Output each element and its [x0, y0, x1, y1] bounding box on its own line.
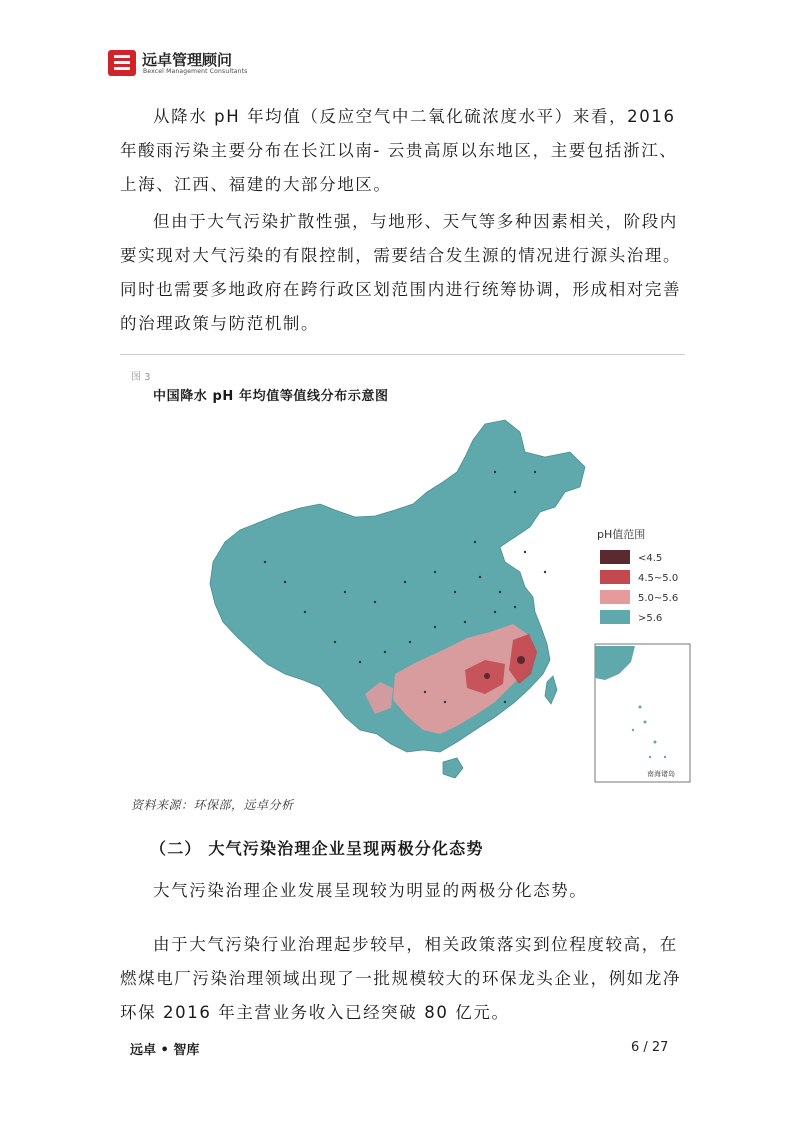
legend-swatch-4.5-5 — [600, 570, 630, 584]
legend-title: pH值范围 — [597, 528, 646, 541]
paragraph-polarization: 大气污染治理企业发展呈现较为明显的两极分化态势。 — [153, 881, 588, 900]
footer-brand: 远卓 • 智库 — [130, 1043, 200, 1058]
figure-label: 图 3 — [131, 372, 151, 383]
legend-swatch-lt-4.5 — [600, 550, 630, 564]
legend-label-gt-5.6: >5.6 — [638, 613, 663, 624]
paragraph-pollution-control: 但由于大气污染扩散性强，与地形、天气等多种因素相关，阶段内要实现对大气污染的有限控制，需要结合发生源的情况进行源头治理。同时也需要多地政府在跨行政区划范围内进行统筹协调，形成相对完善的治理政策与防范机制。 — [120, 212, 682, 333]
logo-mark-icon — [108, 50, 136, 76]
legend-label-4.5-5: 4.5~5.0 — [638, 573, 679, 584]
legend-label-lt-4.5: <4.5 — [638, 553, 663, 564]
paragraph-ph-distribution: 从降水 pH 年均值（反应空气中二氧化硫浓度水平）来看，2016年酸雨污染主要分布在长江以南- 云贵高原以东地区，主要包括浙江、上海、江西、福建的大部分地区。 — [120, 107, 678, 194]
section-heading: （二） 大气污染治理企业呈现两极分化态势 — [150, 839, 484, 858]
china-ph-map — [195, 412, 695, 787]
figure-title: 中国降水 pH 年均值等值线分布示意图 — [153, 389, 389, 404]
figure-divider — [120, 354, 685, 355]
hainan-island — [443, 758, 463, 778]
legend-swatch-gt-5.6 — [600, 610, 630, 624]
figure-source: 资料来源：环保部，远卓分析 — [131, 798, 294, 812]
ph-spot-under-4.5 — [517, 656, 525, 664]
page-number: 6 / 27 — [631, 1040, 669, 1055]
company-logo — [108, 48, 308, 80]
legend-swatch-5-5.6 — [600, 590, 630, 604]
ph-spot-under-4.5 — [484, 673, 490, 679]
taiwan-island — [545, 676, 557, 704]
legend-label-5-5.6: 5.0~5.6 — [638, 593, 679, 604]
logo-name-en: Bexcel Management Consultants — [143, 68, 248, 75]
inset-label: 南海诸岛 — [647, 770, 675, 778]
paragraph-leading-enterprises: 由于大气污染行业治理起步较早，相关政策落实到位程度较高，在燃煤电厂污染治理领域出现了一批规模较大的环保龙头企业，例如龙净环保 2016 年主营业务收入已经突破 80 亿元。 — [120, 935, 682, 1022]
logo-name-cn: 远卓管理顾问 — [142, 51, 233, 69]
